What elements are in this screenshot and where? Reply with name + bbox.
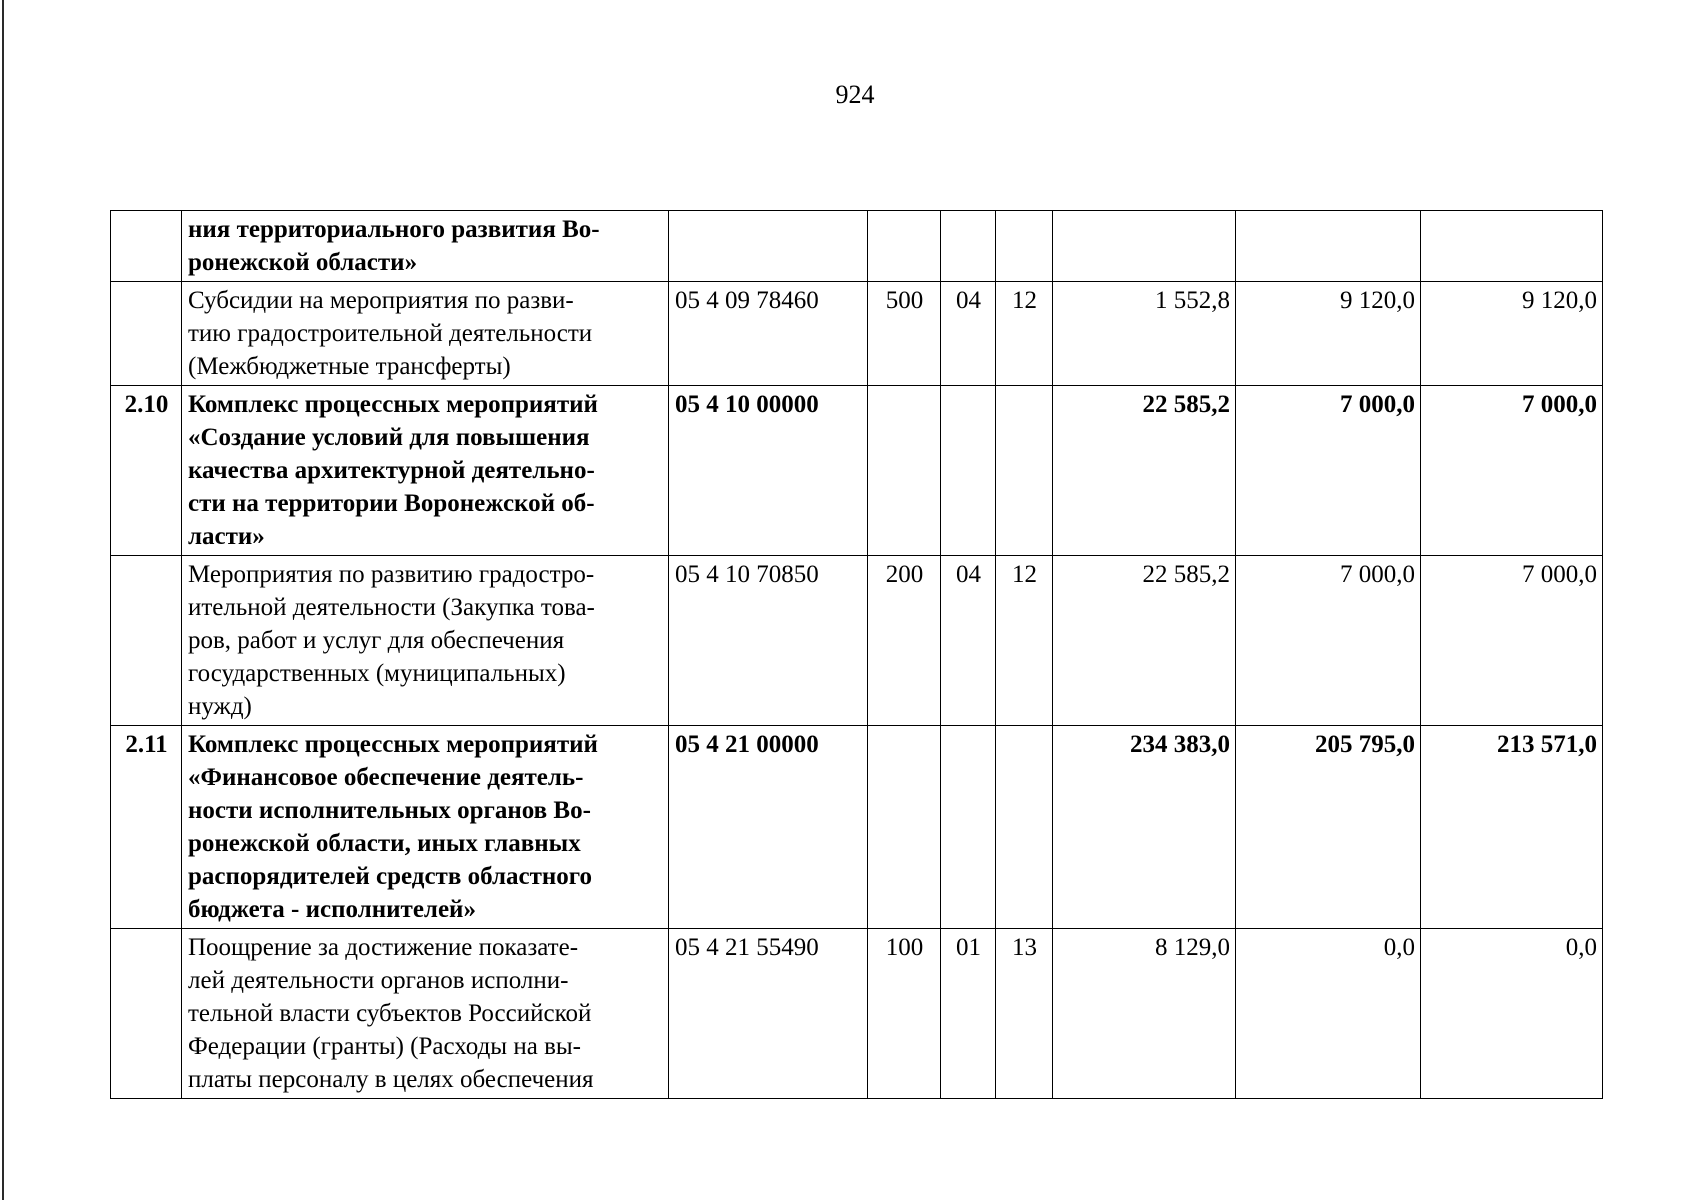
row-vr-code [868,386,941,556]
row-amount-year1: 8 129,0 [1053,929,1236,1099]
row-number [111,556,182,726]
row-number: 2.10 [111,386,182,556]
row-amount-year1: 22 585,2 [1053,386,1236,556]
row-amount-year2: 9 120,0 [1236,282,1421,386]
row-amount-year3: 9 120,0 [1421,282,1603,386]
row-number: 2.11 [111,726,182,929]
row-pr-code: 12 [996,282,1053,386]
row-pr-code [996,211,1053,282]
table-row [111,726,1603,929]
row-kcsr-code: 05 4 21 00000 [669,726,868,929]
scan-edge-line [2,0,4,1200]
row-vr-code [868,726,941,929]
table-row [111,556,1603,726]
row-amount-year1: 22 585,2 [1053,556,1236,726]
row-amount-year3 [1421,211,1603,282]
row-amount-year1: 1 552,8 [1053,282,1236,386]
row-vr-code: 100 [868,929,941,1099]
row-amount-year2: 7 000,0 [1236,556,1421,726]
row-name: Поощрение за достижение показате- лей деятельности органов исполни- тельной власти субъектов Российской Федерации (гранты) (Расходы на вы- платы персоналу в целях обеспечения [182,929,669,1099]
row-name: Комплекс процессных мероприятий «Финансовое обеспечение деятель- ности исполнительных органов Во- ронежской области, иных главных распорядителей средств областного бюджета - исполнителей» [182,726,669,929]
budget-table [110,210,1603,1099]
row-kcsr-code: 05 4 21 55490 [669,929,868,1099]
table-body [111,211,1603,1099]
row-pr-code [996,726,1053,929]
row-kcsr-code [669,211,868,282]
row-amount-year2 [1236,211,1421,282]
row-kcsr-code: 05 4 10 70850 [669,556,868,726]
row-amount-year3: 213 571,0 [1421,726,1603,929]
row-pr-code [996,386,1053,556]
row-name: Мероприятия по развитию градостро- ительной деятельности (Закупка това- ров, работ и услуг для обеспечения государственных (муниципальных) нужд) [182,556,669,726]
row-rz-code [941,726,996,929]
row-pr-code: 12 [996,556,1053,726]
row-vr-code [868,211,941,282]
row-rz-code: 04 [941,556,996,726]
row-amount-year1: 234 383,0 [1053,726,1236,929]
row-number [111,929,182,1099]
row-rz-code: 04 [941,282,996,386]
table-row [111,929,1603,1099]
page-number: 924 [835,80,875,109]
row-vr-code: 200 [868,556,941,726]
row-vr-code: 500 [868,282,941,386]
row-rz-code [941,211,996,282]
row-rz-code: 01 [941,929,996,1099]
row-name: Комплекс процессных мероприятий «Создание условий для повышения качества архитектурной деятельно- сти на территории Воронежской об- ласти» [182,386,669,556]
row-rz-code [941,386,996,556]
row-kcsr-code: 05 4 09 78460 [669,282,868,386]
row-pr-code: 13 [996,929,1053,1099]
row-amount-year2: 0,0 [1236,929,1421,1099]
table-row [111,282,1603,386]
row-amount-year3: 7 000,0 [1421,556,1603,726]
row-name: Субсидии на мероприятия по разви- тию градостроительной деятельности (Межбюджетные трансферты) [182,282,669,386]
row-number [111,282,182,386]
row-number [111,211,182,282]
table-row [111,386,1603,556]
row-name: ния территориального развития Во- ронежской области» [182,211,669,282]
row-amount-year3: 0,0 [1421,929,1603,1099]
row-amount-year2: 205 795,0 [1236,726,1421,929]
row-kcsr-code: 05 4 10 00000 [669,386,868,556]
row-amount-year2: 7 000,0 [1236,386,1421,556]
table-row [111,211,1603,282]
row-amount-year3: 7 000,0 [1421,386,1603,556]
row-amount-year1 [1053,211,1236,282]
